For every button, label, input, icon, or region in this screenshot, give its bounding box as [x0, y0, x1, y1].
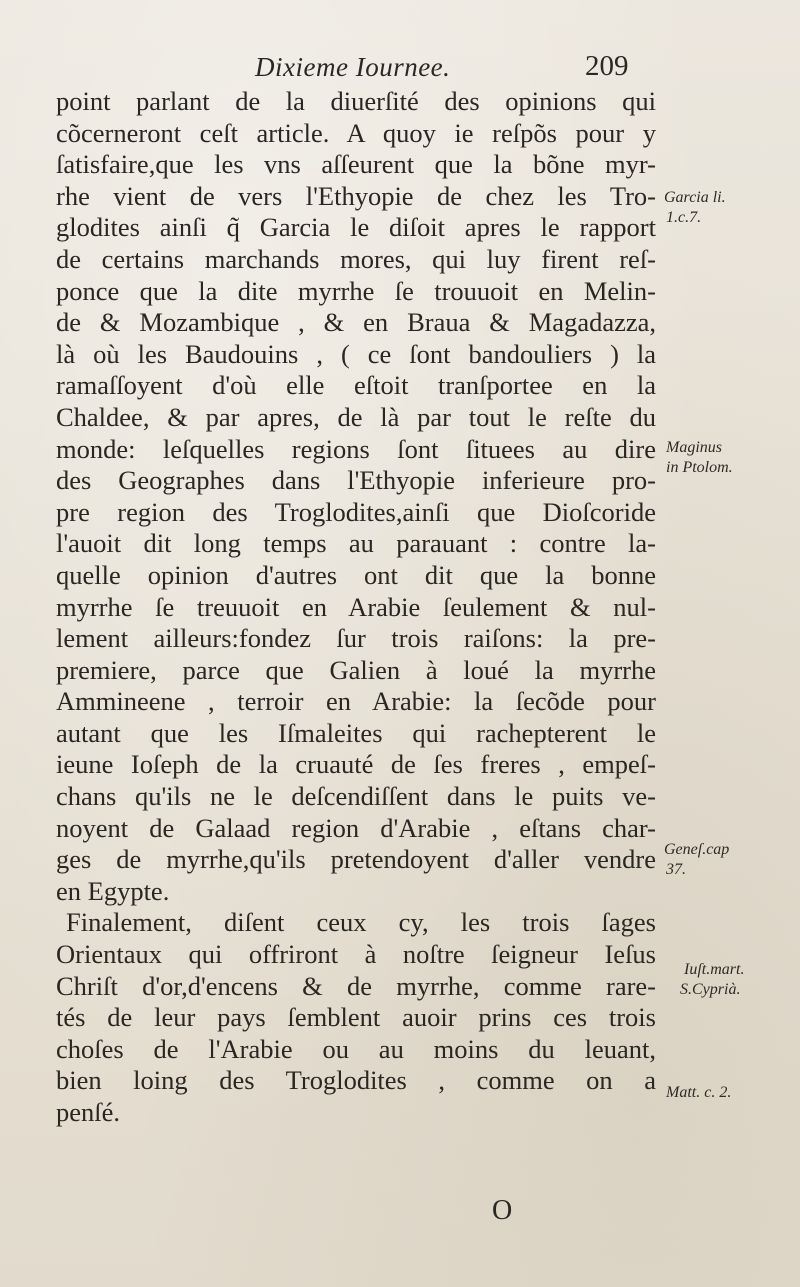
signature-mark: O [492, 1195, 513, 1226]
text-line: glodites ainſi q̃ Garcia le diſoit apres le rapport [56, 212, 656, 243]
text-line: rhe vient de vers l'Ethyopie de chez les Tro- [56, 180, 656, 211]
text-line: là où les Baudouins , ( ce ſont bandouliers ) la [56, 338, 656, 369]
text-line: de & Mozambique , & en Braua & Magadazza, [56, 307, 656, 338]
margin-note-line: 1.c.7. [666, 209, 702, 226]
text-line: monde: leſquelles regions ſont ſituees au dire [56, 433, 656, 464]
text-line: myrrhe ſe treuuoit en Arabie ſeulement & nul- [56, 591, 656, 622]
text-line: autant que les Iſmaleites qui rachepterent le [56, 717, 656, 748]
margin-note-line: Garcia li. [664, 189, 726, 206]
margin-note-garcia [664, 188, 726, 228]
text-line: Chaldee, & par apres, de là par tout le reſte du [56, 401, 656, 432]
text-line: cõcerneront ceſt article. A quoy ie reſpõs pour y [56, 117, 656, 148]
text-line: ſatisfaire,que les vns aſſeurent que la bõne myr- [56, 149, 656, 180]
text-line: en Egypte. [56, 875, 170, 906]
margin-note-line: 37. [666, 861, 686, 878]
text-line: pre region des Troglodites,ainſi que Dioſcoride [56, 496, 656, 527]
text-line: quelle opinion d'autres ont dit que la bonne [56, 559, 656, 590]
margin-note-matthew [666, 1083, 731, 1103]
text-line: tés de leur pays ſemblent auoir prins ces trois [56, 1002, 656, 1033]
text-line: ges de myrrhe,qu'ils pretendoyent d'aller vendre [56, 844, 656, 875]
text-line: chans qu'ils ne le deſcendiſſent dans le puits ve- [56, 781, 656, 812]
text-line: l'auoit dit long temps au parauant : contre la- [56, 528, 656, 559]
text-line: Ammineene , terroir en Arabie: la ſecõde pour [56, 686, 656, 717]
margin-note-justin [680, 960, 745, 1000]
margin-note-maginus [666, 438, 733, 478]
margin-note-line: in Ptolom. [666, 459, 733, 476]
running-head: Dixieme Iournee. [255, 52, 451, 82]
text-line: bien loing des Troglodites , comme on a [56, 1065, 656, 1096]
text-line: des Geographes dans l'Ethyopie inferieure pro- [56, 465, 656, 496]
text-line: penſé. [56, 1097, 121, 1127]
margin-note-line: Maginus [666, 439, 722, 456]
text-line: de certains marchands mores, qui luy firent reſ- [56, 243, 656, 274]
text-line: point parlant de la diuerſité des opinions qui [56, 86, 656, 116]
margin-note-line: Geneſ.cap [664, 841, 730, 858]
text-line: Orientaux qui offriront à noſtre ſeigneur Ieſus [56, 939, 656, 970]
text-line: ponce que la dite myrrhe ſe trouuoit en Melin- [56, 275, 656, 306]
text-line: Finalement, diſent ceux cy, les trois ſages [66, 907, 656, 938]
text-line: Chriſt d'or,d'encens & de myrrhe, comme rare- [56, 970, 656, 1001]
body-text [56, 86, 656, 1129]
text-line: ramaſſoyent d'où elle eſtoit tranſportee en la [56, 370, 656, 401]
page-number: 209 [585, 50, 629, 82]
margin-note-genesis [664, 840, 729, 880]
text-line: noyent de Galaad region d'Arabie , eſtans char- [56, 812, 656, 843]
margin-note-line: S.Cyprià. [680, 981, 741, 998]
text-line: premiere, parce que Galien à loué la myrrhe [56, 654, 656, 685]
text-line: choſes de l'Arabie ou au moins du leuant, [56, 1033, 656, 1064]
text-line: ieune Ioſeph de la cruauté de ſes freres , empeſ- [56, 749, 656, 780]
margin-note-line: Matt. c. 2. [666, 1084, 732, 1101]
margin-note-line: Iuſt.mart. [684, 961, 745, 978]
text-line: lement ailleurs:fondez ſur trois raiſons: la pre- [56, 623, 656, 654]
